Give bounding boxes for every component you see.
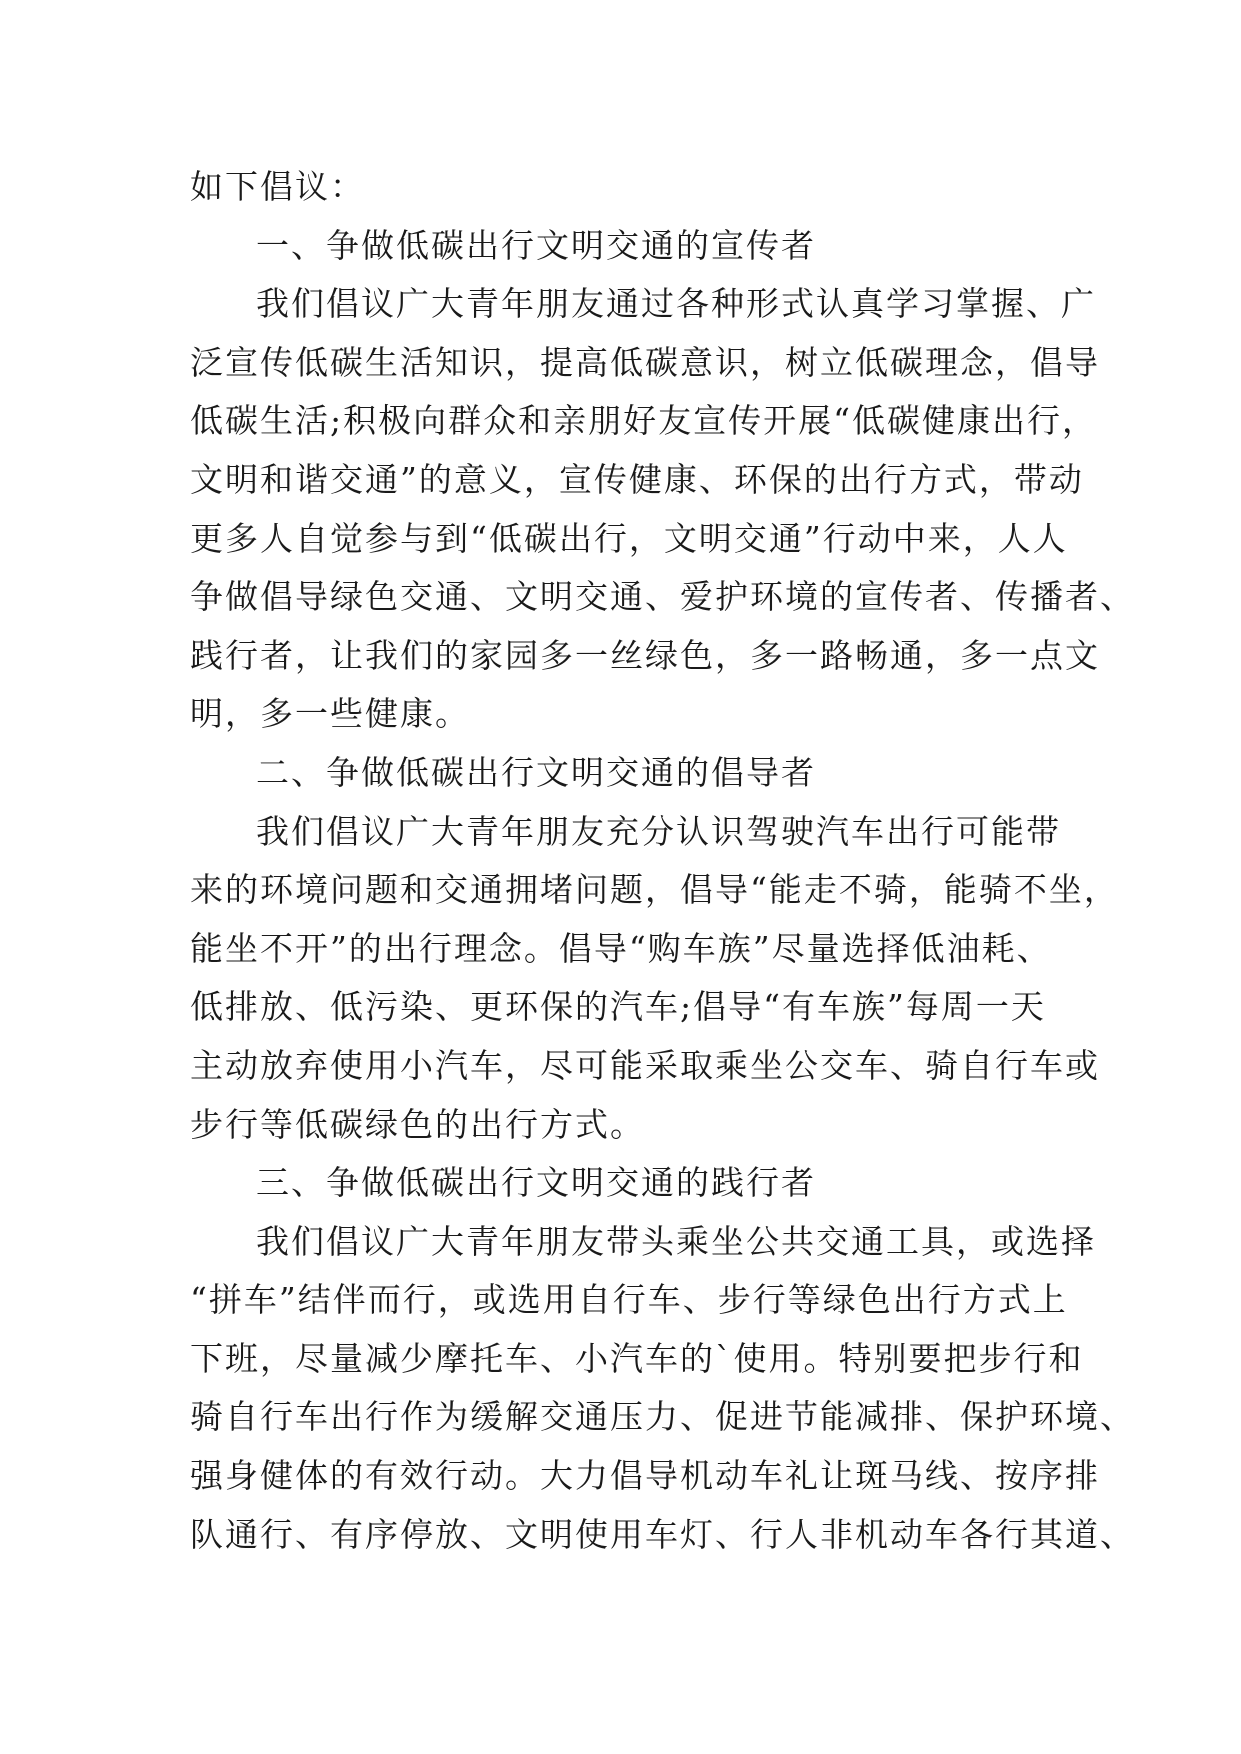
text-line: 步行等低碳绿色的出行方式。 [190,1104,645,1144]
text-line: 低碳生活;积极向群众和亲朋好友宣传开展“低碳健康出行， [190,401,1097,441]
section-heading-3: 三、争做低碳出行文明交通的践行者 [256,1163,816,1203]
text-line: 队通行、有序停放、文明使用车灯、行人非机动车各行其道、 [190,1514,1135,1554]
text-line: 来的环境问题和交通拥堵问题，倡导“能走不骑，能骑不坐， [190,870,1119,910]
text-line: “拼车”结伴而行，或选用自行车、步行等绿色出行方式上 [190,1280,1068,1320]
text-line: 践行者，让我们的家园多一丝绿色，多一路畅通，多一点文 [190,635,1100,675]
text-line: 如下倡议： [190,167,365,206]
document-body [190,158,1135,1564]
section-heading-1: 一、争做低碳出行文明交通的宣传者 [256,225,816,265]
text-line: 我们倡议广大青年朋友充分认识驾驶汽车出行可能带 [256,811,1061,851]
text-line: 强身健体的有效行动。大力倡导机动车礼让斑马线、按序排 [190,1456,1100,1496]
text-line: 我们倡议广大青年朋友通过各种形式认真学习掌握、广 [256,284,1096,324]
text-line: 争做倡导绿色交通、文明交通、爱护环境的宣传者、传播者、 [190,577,1135,617]
text-line: 主动放弃使用小汽车，尽可能采取乘坐公交车、骑自行车或 [190,1045,1100,1085]
text-line: 泛宣传低碳生活知识，提高低碳意识，树立低碳理念，倡导 [190,342,1100,382]
section-heading-2: 二、争做低碳出行文明交通的倡导者 [256,752,816,792]
text-line: 我们倡议广大青年朋友带头乘坐公共交通工具，或选择 [256,1221,1096,1261]
text-line: 骑自行车出行作为缓解交通压力、促进节能减排、保护环境、 [190,1397,1135,1437]
text-line: 下班，尽量减少摩托车、小汽车的`使用。特别要把步行和 [190,1338,1084,1378]
text-line: 文明和谐交通”的意义，宣传健康、环保的出行方式，带动 [190,459,1084,499]
text-line: 更多人自觉参与到“低碳出行，文明交通”行动中来，人人 [190,518,1068,558]
text-line: 明，多一些健康。 [190,694,470,734]
text-line: 低排放、低污染、更环保的汽车;倡导“有车族”每周一天 [190,987,1046,1027]
text-line: 能坐不开”的出行理念。倡导“购车族”尽量选择低油耗、 [190,928,1052,968]
